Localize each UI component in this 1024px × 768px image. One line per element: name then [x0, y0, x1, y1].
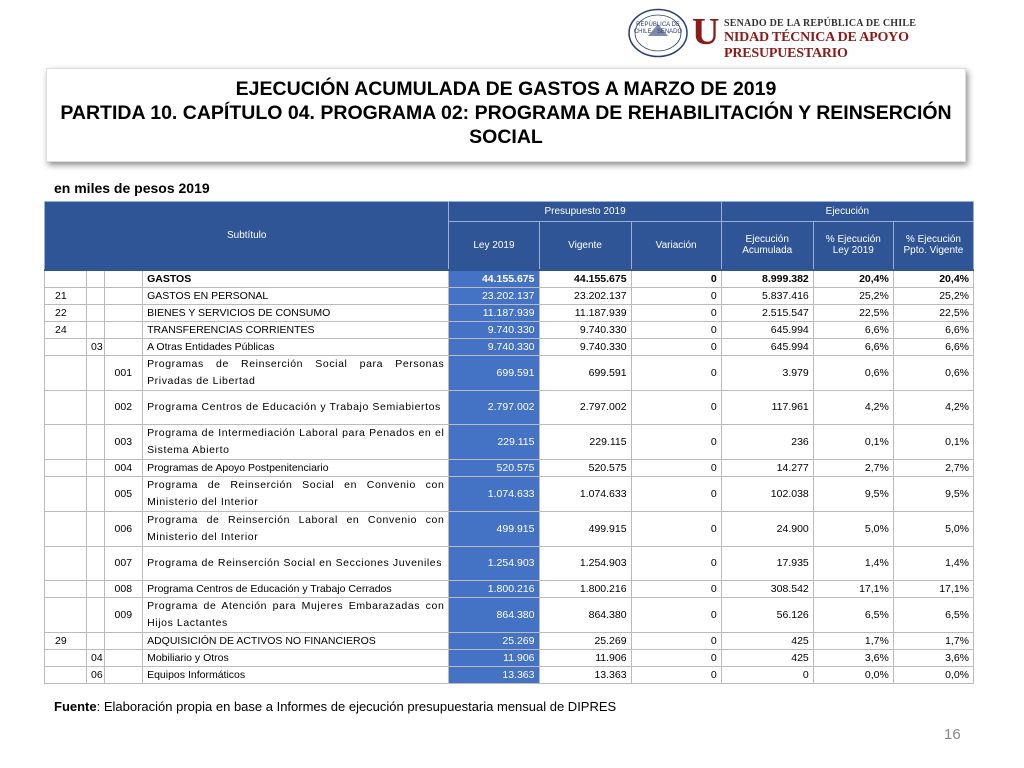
cell-code-2	[87, 304, 105, 321]
cell-code-1	[45, 666, 87, 683]
cell-code-3	[105, 632, 143, 649]
cell-pct-ley: 25,2%	[813, 287, 893, 304]
cell-description: GASTOS	[143, 270, 449, 288]
table-row	[45, 666, 974, 683]
cell-vigente: 229.115	[539, 424, 631, 459]
table-row	[45, 304, 974, 321]
cell-description: A Otras Entidades Públicas	[143, 338, 449, 355]
cell-vigente: 699.591	[539, 355, 631, 390]
cell-ejecucion-acumulada: 0	[721, 666, 813, 683]
table-row	[45, 546, 974, 580]
cell-code-3	[105, 666, 143, 683]
cell-pct-vigente: 0,6%	[893, 355, 973, 390]
logo-initial: U	[692, 11, 720, 53]
cell-pct-ley: 2,7%	[813, 459, 893, 476]
cell-ejecucion-acumulada: 17.935	[721, 546, 813, 580]
cell-code-1	[45, 649, 87, 666]
cell-pct-ley: 5,0%	[813, 511, 893, 546]
cell-vigente: 23.202.137	[539, 287, 631, 304]
cell-code-3: 002	[105, 390, 143, 424]
logo-line2: NIDAD TÉCNICA DE APOYO PRESUPUESTARIO	[724, 30, 909, 61]
cell-vigente: 1.074.633	[539, 476, 631, 511]
cell-code-1	[45, 511, 87, 546]
cell-ley-2019: 1.254.903	[449, 546, 539, 580]
table-row	[45, 321, 974, 338]
table-row	[45, 597, 974, 632]
table-row	[45, 338, 974, 355]
header-vigente: Vigente	[539, 222, 631, 270]
cell-code-3: 001	[105, 355, 143, 390]
cell-ley-2019: 11.906	[449, 649, 539, 666]
cell-vigente: 11.906	[539, 649, 631, 666]
cell-code-3: 005	[105, 476, 143, 511]
header-variacion: Variación	[631, 222, 721, 270]
cell-code-3	[105, 287, 143, 304]
cell-pct-ley: 22,5%	[813, 304, 893, 321]
cell-code-2	[87, 355, 105, 390]
cell-ejecucion-acumulada: 645.994	[721, 338, 813, 355]
cell-code-1	[45, 580, 87, 597]
cell-pct-ley: 0,0%	[813, 666, 893, 683]
units-subtitle: en miles de pesos 2019	[54, 180, 210, 196]
cell-vigente: 13.363	[539, 666, 631, 683]
header-pct-ley: % Ejecución Ley 2019	[813, 222, 893, 270]
cell-pct-ley: 4,2%	[813, 390, 893, 424]
cell-ley-2019: 1.800.216	[449, 580, 539, 597]
cell-vigente: 520.575	[539, 459, 631, 476]
cell-code-1	[45, 338, 87, 355]
cell-pct-vigente: 1,7%	[893, 632, 973, 649]
cell-code-3	[105, 270, 143, 288]
logo-line1: SENADO DE LA REPÚBLICA DE CHILE	[724, 18, 917, 29]
cell-code-2	[87, 546, 105, 580]
cell-code-3	[105, 304, 143, 321]
cell-code-3: 004	[105, 459, 143, 476]
header-presupuesto: Presupuesto 2019	[449, 202, 721, 222]
cell-ley-2019: 864.380	[449, 597, 539, 632]
cell-code-3	[105, 321, 143, 338]
cell-ley-2019: 499.915	[449, 511, 539, 546]
cell-code-3: 007	[105, 546, 143, 580]
cell-vigente: 9.740.330	[539, 338, 631, 355]
cell-ejecucion-acumulada: 24.900	[721, 511, 813, 546]
table-row	[45, 649, 974, 666]
cell-pct-vigente: 0,1%	[893, 424, 973, 459]
cell-ejecucion-acumulada: 56.126	[721, 597, 813, 632]
cell-ley-2019: 2.797.002	[449, 390, 539, 424]
cell-ley-2019: 699.591	[449, 355, 539, 390]
cell-pct-vigente: 6,6%	[893, 338, 973, 355]
cell-ejecucion-acumulada: 308.542	[721, 580, 813, 597]
cell-ejecucion-acumulada: 425	[721, 649, 813, 666]
cell-pct-vigente: 2,7%	[893, 459, 973, 476]
cell-description: Programa de Atención para Mujeres Embarazadas con Hijos Lactantes	[143, 597, 449, 632]
cell-pct-vigente: 6,5%	[893, 597, 973, 632]
cell-pct-ley: 20,4%	[813, 270, 893, 288]
table-row	[45, 424, 974, 459]
cell-description: Mobiliario y Otros	[143, 649, 449, 666]
cell-variacion: 0	[631, 546, 721, 580]
cell-code-2	[87, 270, 105, 288]
cell-variacion: 0	[631, 304, 721, 321]
cell-code-2	[87, 632, 105, 649]
cell-pct-ley: 9,5%	[813, 476, 893, 511]
cell-ejecucion-acumulada: 102.038	[721, 476, 813, 511]
source-label: Fuente	[54, 699, 97, 714]
cell-code-1	[45, 390, 87, 424]
cell-vigente: 44.155.675	[539, 270, 631, 288]
cell-pct-vigente: 22,5%	[893, 304, 973, 321]
cell-vigente: 9.740.330	[539, 321, 631, 338]
cell-vigente: 1.254.903	[539, 546, 631, 580]
cell-pct-ley: 1,4%	[813, 546, 893, 580]
table-row	[45, 270, 974, 288]
cell-code-2	[87, 476, 105, 511]
cell-description: Programa de Reinserción Laboral en Convenio con Ministerio del Interior	[143, 511, 449, 546]
cell-code-3	[105, 649, 143, 666]
cell-code-1: 22	[45, 304, 87, 321]
header-ley: Ley 2019	[449, 222, 539, 270]
table-row	[45, 355, 974, 390]
cell-vigente: 499.915	[539, 511, 631, 546]
cell-variacion: 0	[631, 270, 721, 288]
cell-code-3: 003	[105, 424, 143, 459]
cell-pct-vigente: 25,2%	[893, 287, 973, 304]
cell-description: Programa Centros de Educación y Trabajo Semiabiertos	[143, 390, 449, 424]
cell-description: Programa de Reinserción Social en Secciones Juveniles	[143, 546, 449, 580]
cell-ejecucion-acumulada: 645.994	[721, 321, 813, 338]
cell-variacion: 0	[631, 459, 721, 476]
source-footer	[54, 699, 616, 714]
cell-pct-vigente: 4,2%	[893, 390, 973, 424]
cell-code-1: 29	[45, 632, 87, 649]
cell-code-1	[45, 597, 87, 632]
cell-ley-2019: 13.363	[449, 666, 539, 683]
table-row	[45, 390, 974, 424]
cell-pct-ley: 17,1%	[813, 580, 893, 597]
cell-code-1	[45, 459, 87, 476]
cell-pct-ley: 0,1%	[813, 424, 893, 459]
cell-code-2: 06	[87, 666, 105, 683]
cell-ejecucion-acumulada: 3.979	[721, 355, 813, 390]
cell-pct-ley: 6,5%	[813, 597, 893, 632]
cell-ley-2019: 25.269	[449, 632, 539, 649]
cell-description: Programa Centros de Educación y Trabajo Cerrados	[143, 580, 449, 597]
cell-code-3: 008	[105, 580, 143, 597]
cell-code-2: 04	[87, 649, 105, 666]
cell-pct-vigente: 1,4%	[893, 546, 973, 580]
cell-vigente: 864.380	[539, 597, 631, 632]
cell-variacion: 0	[631, 511, 721, 546]
cell-ley-2019: 520.575	[449, 459, 539, 476]
cell-code-2	[87, 390, 105, 424]
table-row	[45, 632, 974, 649]
cell-ejecucion-acumulada: 8.999.382	[721, 270, 813, 288]
cell-ejecucion-acumulada: 2.515.547	[721, 304, 813, 321]
cell-variacion: 0	[631, 321, 721, 338]
cell-ley-2019: 9.740.330	[449, 321, 539, 338]
cell-ejecucion-acumulada: 5.837.416	[721, 287, 813, 304]
cell-variacion: 0	[631, 355, 721, 390]
budget-table	[44, 201, 974, 684]
cell-ejecucion-acumulada: 14.277	[721, 459, 813, 476]
cell-description: ADQUISICIÓN DE ACTIVOS NO FINANCIEROS	[143, 632, 449, 649]
cell-vigente: 2.797.002	[539, 390, 631, 424]
cell-ley-2019: 23.202.137	[449, 287, 539, 304]
title-line1: EJECUCIÓN ACUMULADA DE GASTOS A MARZO DE 2019	[235, 78, 777, 100]
table-row	[45, 459, 974, 476]
cell-ejecucion-acumulada: 425	[721, 632, 813, 649]
header-ejecucion: Ejecución	[721, 202, 973, 222]
cell-ejecucion-acumulada: 236	[721, 424, 813, 459]
cell-pct-vigente: 6,6%	[893, 321, 973, 338]
title-box	[46, 68, 966, 162]
table-row	[45, 287, 974, 304]
cell-variacion: 0	[631, 597, 721, 632]
cell-variacion: 0	[631, 390, 721, 424]
cell-code-1	[45, 476, 87, 511]
cell-code-2	[87, 459, 105, 476]
cell-code-2: 03	[87, 338, 105, 355]
cell-variacion: 0	[631, 338, 721, 355]
table-row	[45, 580, 974, 597]
senado-logo	[628, 8, 1020, 61]
header-pct-vigente: % Ejecución Ppto. Vigente	[893, 222, 973, 270]
cell-description: TRANSFERENCIAS CORRIENTES	[143, 321, 449, 338]
cell-description: BIENES Y SERVICIOS DE CONSUMO	[143, 304, 449, 321]
cell-variacion: 0	[631, 580, 721, 597]
cell-code-3: 009	[105, 597, 143, 632]
cell-code-3: 006	[105, 511, 143, 546]
cell-ley-2019: 229.115	[449, 424, 539, 459]
table-row	[45, 476, 974, 511]
cell-ley-2019: 11.187.939	[449, 304, 539, 321]
cell-description: Programas de Apoyo Postpenitenciario	[143, 459, 449, 476]
cell-pct-ley: 3,6%	[813, 649, 893, 666]
cell-pct-vigente: 9,5%	[893, 476, 973, 511]
cell-code-2	[87, 321, 105, 338]
table-row	[45, 511, 974, 546]
cell-vigente: 1.800.216	[539, 580, 631, 597]
cell-code-2	[87, 424, 105, 459]
cell-pct-vigente: 3,6%	[893, 649, 973, 666]
cell-code-2	[87, 580, 105, 597]
cell-pct-ley: 0,6%	[813, 355, 893, 390]
cell-code-1	[45, 424, 87, 459]
cell-code-1	[45, 270, 87, 288]
cell-description: Programas de Reinserción Social para Personas Privadas de Libertad	[143, 355, 449, 390]
cell-pct-ley: 6,6%	[813, 338, 893, 355]
cell-ley-2019: 9.740.330	[449, 338, 539, 355]
seal-text: REPÚBLICA DE CHILE · SENADO	[633, 22, 683, 35]
cell-code-1	[45, 355, 87, 390]
cell-variacion: 0	[631, 287, 721, 304]
cell-pct-vigente: 5,0%	[893, 511, 973, 546]
cell-description: Programa de Reinserción Social en Convenio con Ministerio del Interior	[143, 476, 449, 511]
cell-pct-vigente: 17,1%	[893, 580, 973, 597]
title-line3: SOCIAL	[469, 126, 543, 148]
header-subtitulo: Subtítulo	[45, 202, 449, 270]
cell-code-3	[105, 338, 143, 355]
cell-pct-vigente: 20,4%	[893, 270, 973, 288]
source-text: : Elaboración propia en base a Informes de ejecución presupuestaria mensual de DIPRES	[96, 699, 617, 714]
cell-variacion: 0	[631, 424, 721, 459]
cell-ley-2019: 1.074.633	[449, 476, 539, 511]
cell-pct-vigente: 0,0%	[893, 666, 973, 683]
cell-code-1: 21	[45, 287, 87, 304]
cell-variacion: 0	[631, 632, 721, 649]
title-line2: PARTIDA 10. CAPÍTULO 04. PROGRAMA 02: PROGRAMA DE REHABILITACIÓN Y REINSERCIÓN	[60, 102, 952, 124]
cell-code-1: 24	[45, 321, 87, 338]
cell-description: Programa de Intermediación Laboral para Penados en el Sistema Abierto	[143, 424, 449, 459]
cell-code-2	[87, 287, 105, 304]
page-number: 16	[944, 726, 961, 743]
cell-code-2	[87, 597, 105, 632]
cell-variacion: 0	[631, 666, 721, 683]
cell-description: Equipos Informáticos	[143, 666, 449, 683]
header-ejec-acumulada: Ejecución Acumulada	[721, 222, 813, 270]
cell-vigente: 11.187.939	[539, 304, 631, 321]
cell-ley-2019: 44.155.675	[449, 270, 539, 288]
cell-pct-ley: 6,6%	[813, 321, 893, 338]
cell-code-2	[87, 511, 105, 546]
cell-description: GASTOS EN PERSONAL	[143, 287, 449, 304]
cell-code-1	[45, 546, 87, 580]
cell-variacion: 0	[631, 476, 721, 511]
cell-vigente: 25.269	[539, 632, 631, 649]
cell-variacion: 0	[631, 649, 721, 666]
cell-pct-ley: 1,7%	[813, 632, 893, 649]
cell-ejecucion-acumulada: 117.961	[721, 390, 813, 424]
